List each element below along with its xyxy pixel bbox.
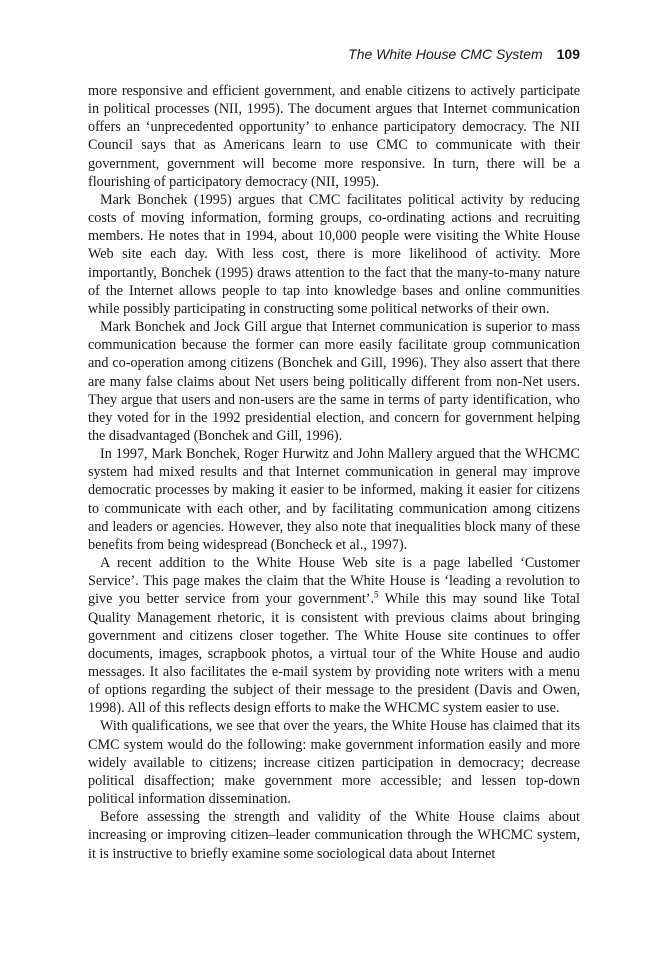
paragraph-1: more responsive and efficient government, and enable citizens to actively participate in political processes (NII, 1995). The document argues that Internet communication offers an ‘unprecedented opportunity’ to enhance participatory democracy. The NII Council says that as Americans learn to use CMC to communicate with their government, government will become more responsive. In turn, there will be a flourishing of participatory democracy (NII, 1995). [88, 83, 580, 190]
paragraph-2: Mark Bonchek (1995) argues that CMC facilitates political activity by reducing costs of moving information, forming groups, co-ordinating actions and recruiting members. He notes that in 1994, about 10,000 people were visiting the White House Web site each day. With less cost, there is more likelihood of activity. More importantly, Bonchek (1995) draws attention to the fact that the many-to-many nature of the Internet allows people to tap into knowledge bases and online communities while possibly participating in constructing some political networks of their own. [88, 191, 580, 317]
book-page [88, 46, 580, 863]
paragraph-5-text-before-note: A recent addition to the White House Web site is a page labelled ‘Customer Service’. This page makes the claim that the White House is ‘leading a revolution to give you better service from your government’. [88, 555, 580, 608]
footnote-marker: 5 [374, 589, 379, 600]
paragraph-7: Before assessing the strength and validity of the White House claims about increasing or improving citizen–leader communication through the WHCMC system, it is instructive to briefly examine some sociological data about Internet [88, 809, 580, 862]
paragraph-6: With qualifications, we see that over the years, the White House has claimed that its CMC system would do the following: make government information easily and more widely available to citizens; increase citizen participation in democracy; decrease political disaffection; make government more accessible; and lessen top-down political information dissemination. [88, 718, 580, 808]
body-text [88, 82, 580, 863]
paragraph-5 [88, 554, 580, 717]
running-title: The White House CMC System [348, 46, 543, 62]
paragraph-5-text-after-note: While this may sound like Total Quality Management rhetoric, it is consistent with previous claims about bringing government and citizens closer together. The White House site continues to offer documents, images, scrapbook photos, a virtual tour of the White House and audio messages. It also facilitates the e-mail system by providing note writers with a menu of options regarding the subject of their message to the president (Davis and Owen, 1998). All of this reflects design efforts to make the WHCMC system easier to use. [88, 591, 580, 717]
paragraph-4: In 1997, Mark Bonchek, Roger Hurwitz and John Mallery argued that the WHCMC system had mixed results and that Internet communication in general may improve democratic processes by making it easier to be informed, making it easier for citizens to communicate with each other, and by facilitating communication among citizens and leaders or agencies. However, they also note that inequalities block many of these benefits from being widespread (Boncheck et al., 1997). [88, 446, 580, 553]
page-number: 109 [556, 46, 580, 62]
running-head [88, 46, 580, 68]
paragraph-3: Mark Bonchek and Jock Gill argue that Internet communication is superior to mass communication because the former can more easily facilitate group communication and co-operation among citizens (Bonchek and Gill, 1996). They also assert that there are many false claims about Net users being politically different from non-Net users. They argue that users and non-users are the same in terms of party identification, who they voted for in the 1992 presidential election, and concern for government helping the disadvantaged (Bonchek and Gill, 1996). [88, 319, 580, 444]
